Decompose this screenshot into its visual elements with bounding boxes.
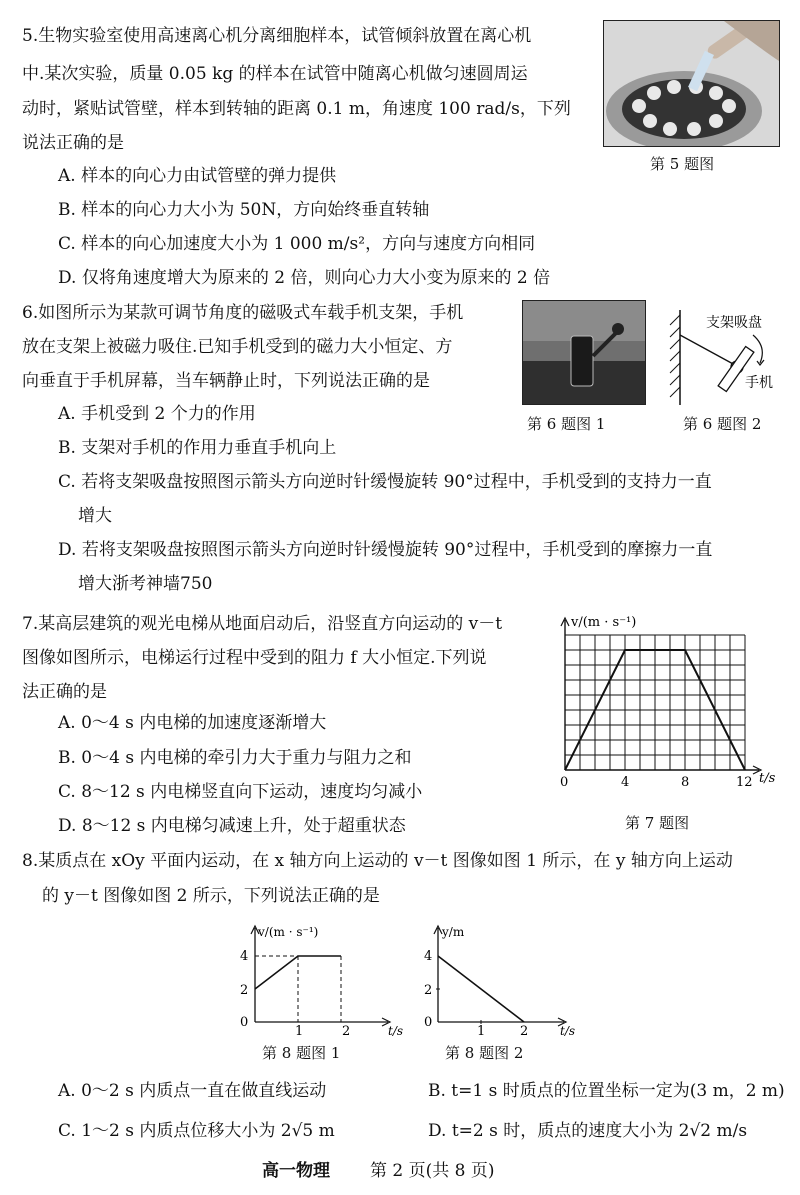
q6-option-b: B. 支架对手机的作用力垂直手机向上: [58, 438, 337, 458]
q8-option-b: B. t=1 s 时质点的位置坐标一定为(3 m，2 m): [428, 1081, 785, 1101]
q7-option-a: A. 0～4 s 内电梯的加速度逐渐增大: [58, 713, 327, 733]
q7-tick-0: 0: [560, 775, 569, 790]
q6-option-d: D. 若将支架吸盘按照图示箭头方向逆时针缓慢旋转 90°过程中，手机受到的摩擦力一直: [58, 540, 713, 560]
q7-figure-caption: 第 7 题图: [625, 814, 690, 832]
footer-page-number: 第 2 页(共 8 页): [370, 1161, 495, 1181]
q6-option-c-cont: 增大: [78, 506, 112, 526]
q6-stem-line-1: 6.如图所示为某款可调节角度的磁吸式车载手机支架，手机: [22, 303, 464, 323]
q8-g2-xtick-2: 2: [520, 1024, 529, 1036]
q5-stem-line-4: 说法正确的是: [22, 133, 124, 153]
q7-option-d: D. 8～12 s 内电梯匀减速上升，处于超重状态: [58, 816, 406, 836]
q6-option-c: C. 若将支架吸盘按照图示箭头方向逆时针缓慢旋转 90°过程中，手机受到的支持力一直: [58, 472, 712, 492]
q6-figure-2-diagram: [665, 305, 790, 410]
q6-figure-1-caption: 第 6 题图 1: [527, 415, 606, 433]
q5-stem-line-2: 中.某次实验，质量 0.05 kg 的样本在试管中随离心机做匀速圆周运: [22, 64, 528, 84]
q8-g2-ytick-0: 0: [424, 1015, 433, 1030]
q7-tick-8: 8: [681, 775, 690, 790]
q7-x-axis-label: t/s: [759, 771, 776, 786]
q6-option-a: A. 手机受到 2 个力的作用: [58, 404, 256, 424]
phone-mount-photo: [522, 300, 646, 405]
q8-g2-xtick-1: 1: [477, 1024, 486, 1036]
q8-g1-y-axis-label: v/(m · s⁻¹): [258, 925, 319, 939]
q5-option-d: D. 仅将角速度增大为原来的 2 倍，则向心力大小变为原来的 2 倍: [58, 268, 551, 288]
q8-yt-line: [438, 956, 524, 1022]
q8-option-d: D. t=2 s 时，质点的速度大小为 2√2 m/s: [428, 1121, 748, 1141]
q8-g1-x-axis-label: t/s: [388, 1024, 404, 1036]
q7-tick-12: 12: [736, 775, 753, 790]
q6-fig2-label-phone: 手机: [745, 375, 773, 391]
q7-stem-line-1: 7.某高层建筑的观光电梯从地面启动后，沿竖直方向运动的 v－t: [22, 614, 503, 634]
q8-yt-graph: [420, 918, 580, 1036]
q5-option-c: C. 样本的向心加速度大小为 1 000 m/s²，方向与速度方向相同: [58, 234, 536, 254]
q8-g2-ytick-2: 2: [424, 983, 433, 998]
q8-figure-2-caption: 第 8 题图 2: [445, 1044, 524, 1062]
q5-option-a: A. 样本的向心力由试管壁的弹力提供: [58, 166, 337, 186]
q6-stem-line-2: 放在支架上被磁力吸住.已知手机受到的磁力大小恒定、方: [22, 337, 453, 357]
q8-option-c: C. 1～2 s 内质点位移大小为 2√5 m: [58, 1121, 335, 1141]
q7-stem-line-3: 法正确的是: [22, 682, 107, 702]
q8-g1-ytick-4: 4: [240, 949, 249, 964]
q8-g1-xtick-1: 1: [295, 1024, 304, 1036]
q8-g2-x-axis-label: t/s: [560, 1024, 576, 1036]
q7-tick-4: 4: [621, 775, 630, 790]
q5-stem-line-1: 5.生物实验室使用高速离心机分离细胞样本，试管倾斜放置在离心机: [22, 26, 532, 46]
q6-figure-2-caption: 第 6 题图 2: [683, 415, 762, 433]
q8-figure-1-caption: 第 8 题图 1: [262, 1044, 341, 1062]
q7-vt-graph: [545, 610, 785, 795]
q7-option-b: B. 0～4 s 内电梯的牵引力大于重力与阻力之和: [58, 748, 412, 768]
q6-stem-line-3: 向垂直于手机屏幕，当车辆静止时，下列说法正确的是: [22, 371, 430, 391]
q6-option-d-cont: 增大浙考神墙750: [78, 574, 213, 594]
q8-g1-xtick-2: 2: [342, 1024, 351, 1036]
q6-fig2-label-mount: 支架吸盘: [706, 315, 762, 331]
q8-g1-ytick-2: 2: [240, 983, 249, 998]
q8-g1-ytick-0: 0: [240, 1015, 249, 1030]
q8-stem-line-2: 的 y－t 图像如图 2 所示，下列说法正确的是: [42, 886, 380, 906]
q8-g2-y-axis-label: y/m: [442, 925, 465, 939]
q5-option-b: B. 样本的向心力大小为 50N，方向始终垂直转轴: [58, 200, 430, 220]
q7-option-c: C. 8～12 s 内电梯竖直向下运动，速度均匀减小: [58, 782, 423, 802]
q8-g2-ytick-4: 4: [424, 949, 433, 964]
q7-y-axis-label: v/(m · s⁻¹): [571, 615, 637, 630]
q5-figure-caption: 第 5 题图: [650, 155, 715, 173]
q5-stem-line-3: 动时，紧贴试管壁，样本到转轴的距离 0.1 m，角速度 100 rad/s，下列: [22, 99, 571, 119]
q8-option-a: A. 0～2 s 内质点一直在做直线运动: [58, 1081, 327, 1101]
q8-stem-line-1: 8.某质点在 xOy 平面内运动，在 x 轴方向上运动的 v－t 图像如图 1 所示，在 y 轴方向上运动: [22, 851, 733, 871]
footer-subject: 高一物理: [262, 1161, 330, 1181]
q7-stem-line-2: 图像如图所示，电梯运行过程中受到的阻力 f 大小恒定.下列说: [22, 648, 487, 668]
q8-vt-graph: [230, 918, 405, 1036]
centrifuge-photo: [603, 20, 780, 147]
